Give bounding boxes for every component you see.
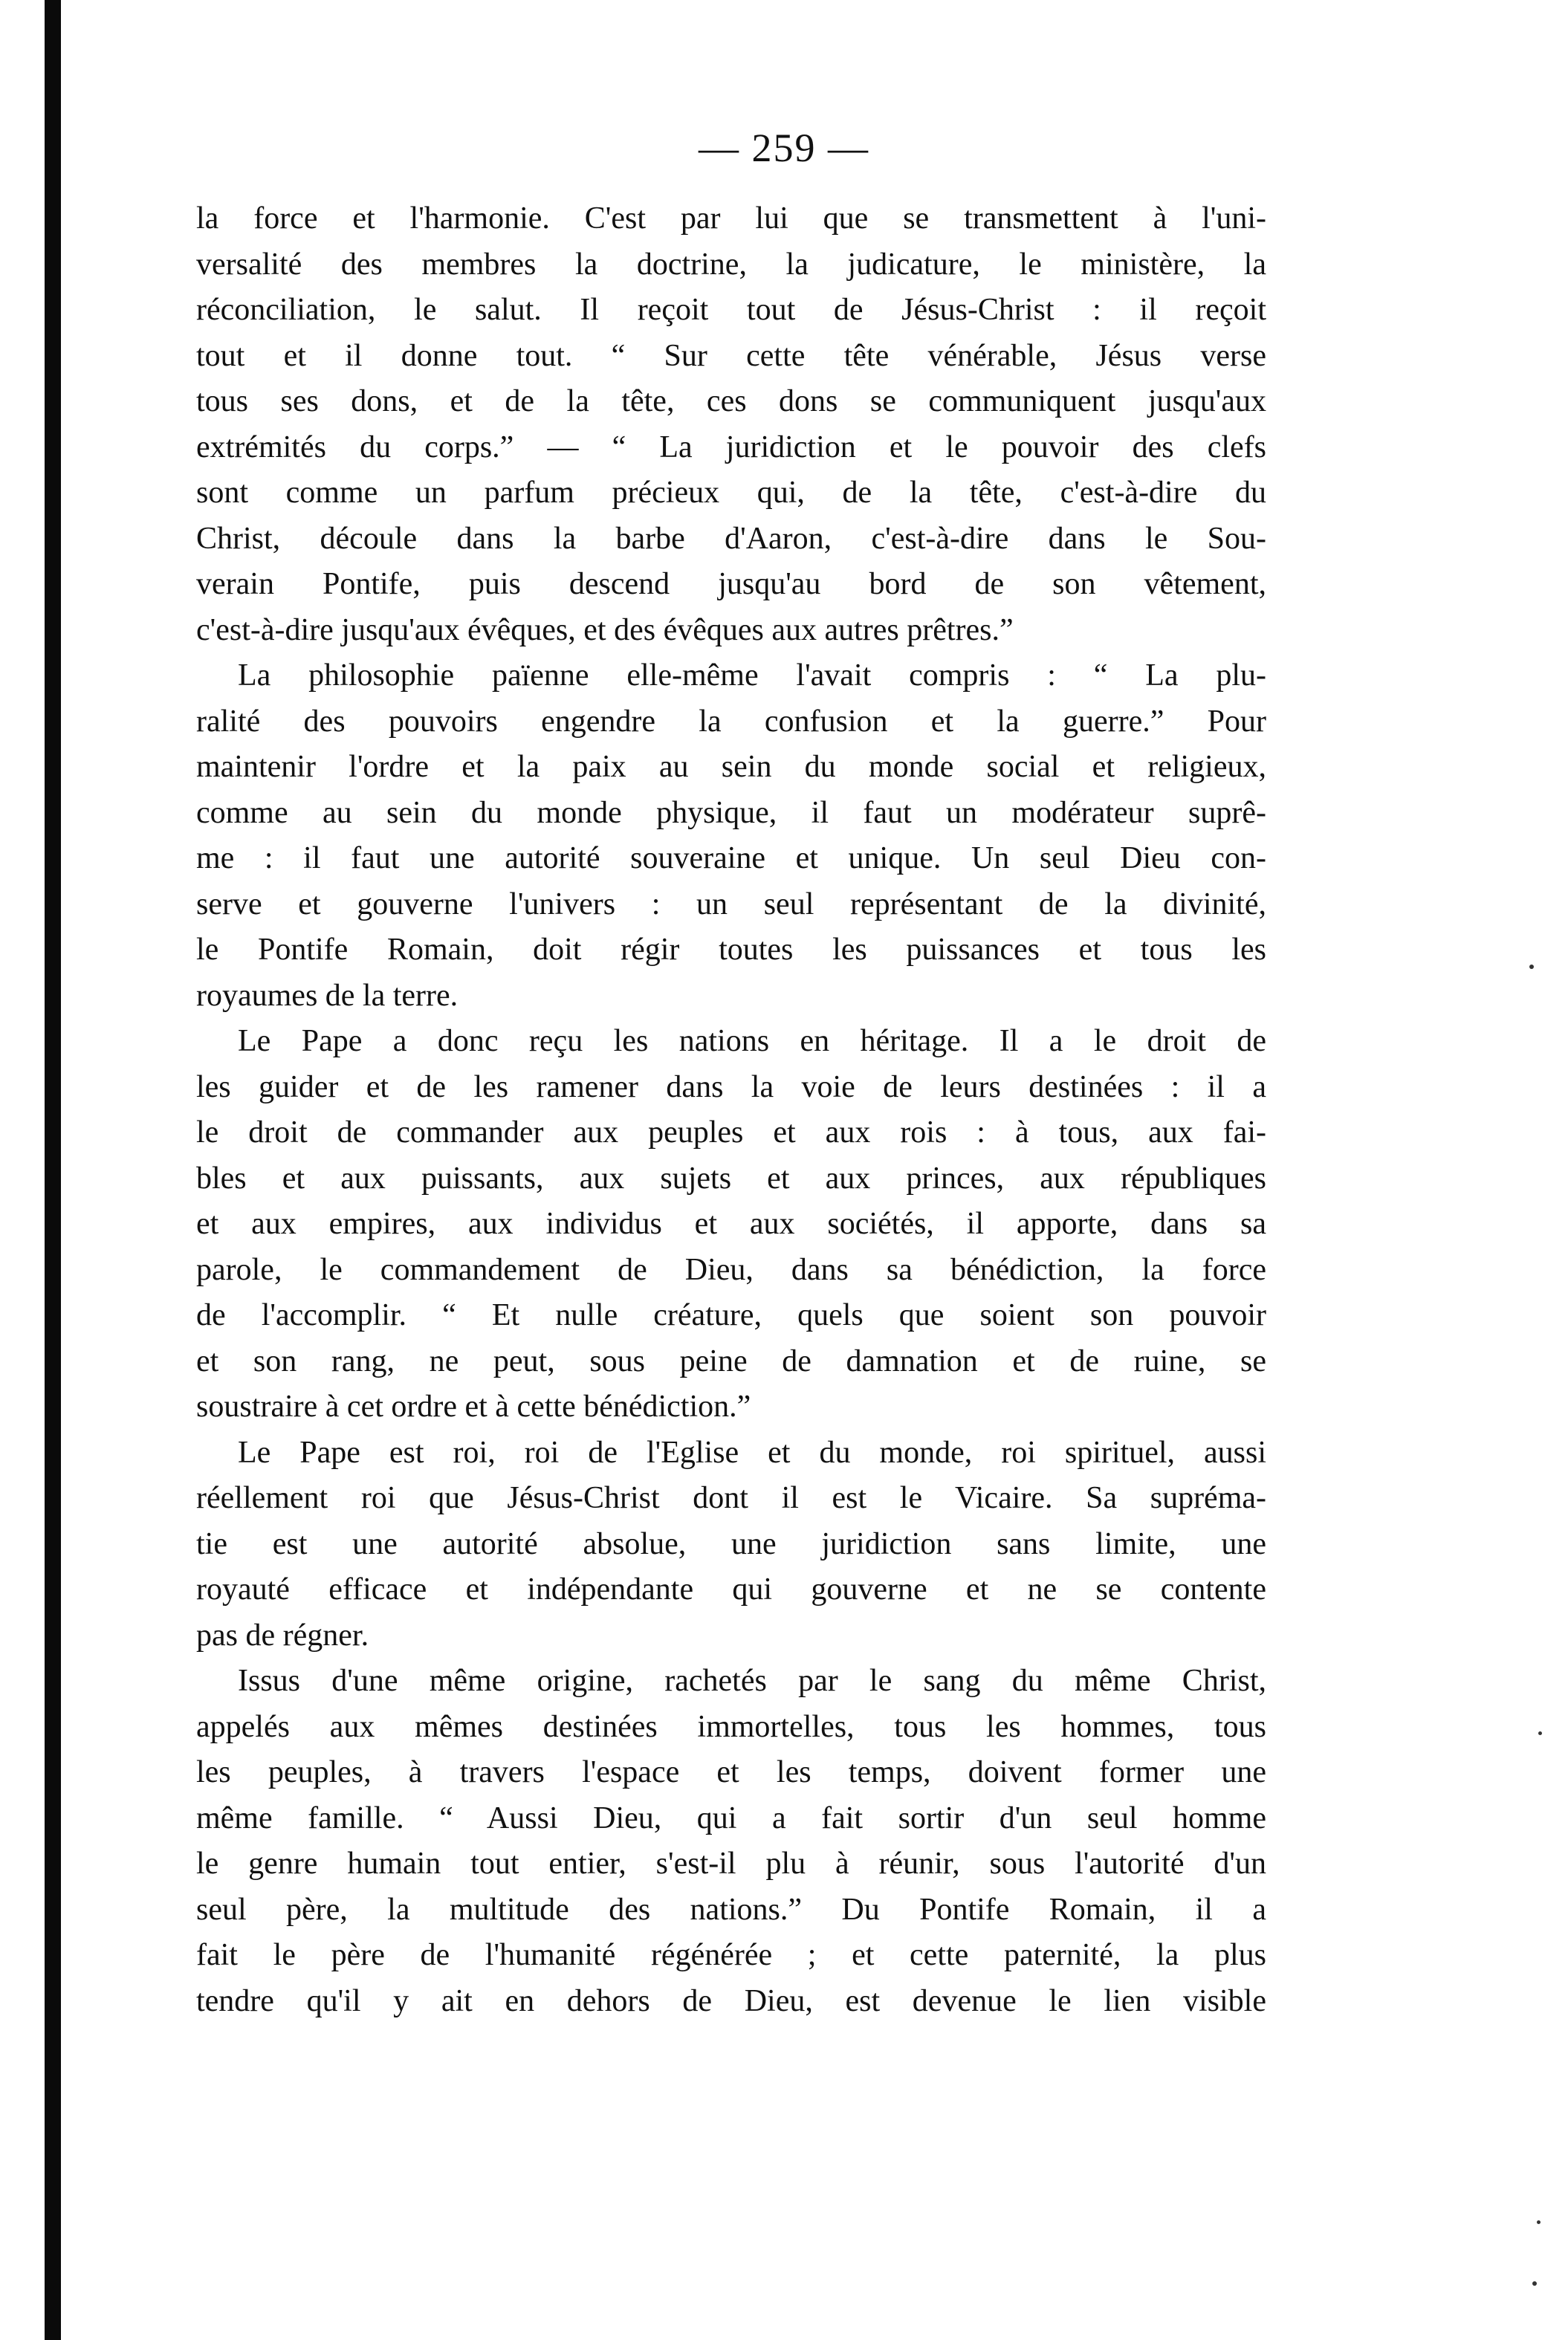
text-line: ralité des pouvoirs engendre la confusion et la guerre.” Pour bbox=[196, 704, 1266, 739]
scan-speck bbox=[1532, 2281, 1537, 2286]
text-line: c'est-à-dire jusqu'aux évêques, et des évêques aux autres prêtres.” bbox=[196, 612, 1014, 647]
text-line: et aux empires, aux individus et aux sociétés, il apporte, dans sa bbox=[196, 1207, 1266, 1241]
text-line: les peuples, à travers l'espace et les temps, doivent former une bbox=[196, 1755, 1266, 1789]
text-line: royauté efficace et indépendante qui gouverne et ne se contente bbox=[196, 1572, 1266, 1607]
text-line: le genre humain tout entier, s'est-il plu à réunir, sous l'autorité d'un bbox=[196, 1847, 1266, 1881]
text-line: serve et gouverne l'univers : un seul représentant de la divinité, bbox=[196, 887, 1266, 921]
text-line: les guider et de les ramener dans la voie de leurs destinées : il a bbox=[196, 1069, 1266, 1104]
text-line: tie est une autorité absolue, une juridiction sans limite, une bbox=[196, 1526, 1266, 1561]
text-line: versalité des membres la doctrine, la judicature, le ministère, la bbox=[196, 247, 1266, 282]
text-line: même famille. “ Aussi Dieu, qui a fait sortir d'un seul homme bbox=[196, 1801, 1266, 1835]
text-line: le Pontife Romain, doit régir toutes les puissances et tous les bbox=[196, 933, 1266, 967]
text-line: parole, le commandement de Dieu, dans sa bénédiction, la force bbox=[196, 1252, 1266, 1287]
text-line: tendre qu'il y ait en dehors de Dieu, est devenue le lien visible bbox=[196, 1983, 1266, 2018]
binding-edge bbox=[45, 0, 61, 2340]
text-line: me : il faut une autorité souveraine et unique. Un seul Dieu con- bbox=[196, 841, 1266, 875]
paragraph bbox=[196, 1659, 1266, 2024]
text-body bbox=[196, 196, 1266, 2024]
scan-speck bbox=[1538, 1731, 1542, 1735]
page-number: — 259 — bbox=[699, 126, 869, 170]
text-line: seul père, la multitude des nations.” Du Pontife Romain, il a bbox=[196, 1892, 1266, 1927]
text-line: Christ, découle dans la barbe d'Aaron, c'est-à-dire dans le Sou- bbox=[196, 521, 1266, 556]
paragraph bbox=[196, 1019, 1266, 1430]
text-line: réellement roi que Jésus-Christ dont il est le Vicaire. Sa supréma- bbox=[196, 1481, 1266, 1515]
text-line: tout et il donne tout. “ Sur cette tête vénérable, Jésus verse bbox=[196, 338, 1266, 373]
text-line: tous ses dons, et de la tête, ces dons se communiquent jusqu'aux bbox=[196, 384, 1266, 418]
text-line: verain Pontife, puis descend jusqu'au bord de son vêtement, bbox=[196, 567, 1266, 601]
scan-speck bbox=[1537, 2220, 1541, 2224]
text-line: comme au sein du monde physique, il faut un modérateur suprê- bbox=[196, 795, 1266, 830]
text-line: fait le père de l'humanité régénérée ; et cette paternité, la plus bbox=[196, 1938, 1266, 1972]
paragraph bbox=[196, 1430, 1266, 1659]
text-line: Le Pape a donc reçu les nations en héritage. Il a le droit de bbox=[238, 1024, 1266, 1058]
text-line: La philosophie païenne elle-même l'avait compris : “ La plu- bbox=[238, 658, 1266, 693]
text-line: appelés aux mêmes destinées immortelles, tous les hommes, tous bbox=[196, 1709, 1266, 1744]
paragraph bbox=[196, 653, 1266, 1019]
text-line: la force et l'harmonie. C'est par lui que se transmettent à l'uni- bbox=[196, 201, 1266, 236]
text-line: soustraire à cet ordre et à cette bénédiction.” bbox=[196, 1390, 751, 1424]
text-line: maintenir l'ordre et la paix au sein du monde social et religieux, bbox=[196, 750, 1266, 784]
text-line: le droit de commander aux peuples et aux rois : à tous, aux fai- bbox=[196, 1115, 1266, 1150]
text-line: bles et aux puissants, aux sujets et aux princes, aux républiques bbox=[196, 1161, 1266, 1196]
paragraph bbox=[196, 196, 1266, 653]
text-line: royaumes de la terre. bbox=[196, 978, 459, 1013]
scan-speck bbox=[1529, 965, 1534, 969]
text-line: de l'accomplir. “ Et nulle créature, quels que soient son pouvoir bbox=[196, 1298, 1266, 1332]
text-line: extrémités du corps.” — “ La juridiction et le pouvoir des clefs bbox=[196, 430, 1266, 464]
text-line: Issus d'une même origine, rachetés par le sang du même Christ, bbox=[238, 1664, 1266, 1698]
text-line: réconciliation, le salut. Il reçoit tout de Jésus-Christ : il reçoit bbox=[196, 293, 1266, 327]
text-line: sont comme un parfum précieux qui, de la tête, c'est-à-dire du bbox=[196, 476, 1266, 510]
text-line: pas de régner. bbox=[196, 1618, 369, 1653]
text-line: et son rang, ne peut, sous peine de damnation et de ruine, se bbox=[196, 1344, 1266, 1378]
text-line: Le Pape est roi, roi de l'Eglise et du monde, roi spirituel, aussi bbox=[238, 1435, 1266, 1470]
